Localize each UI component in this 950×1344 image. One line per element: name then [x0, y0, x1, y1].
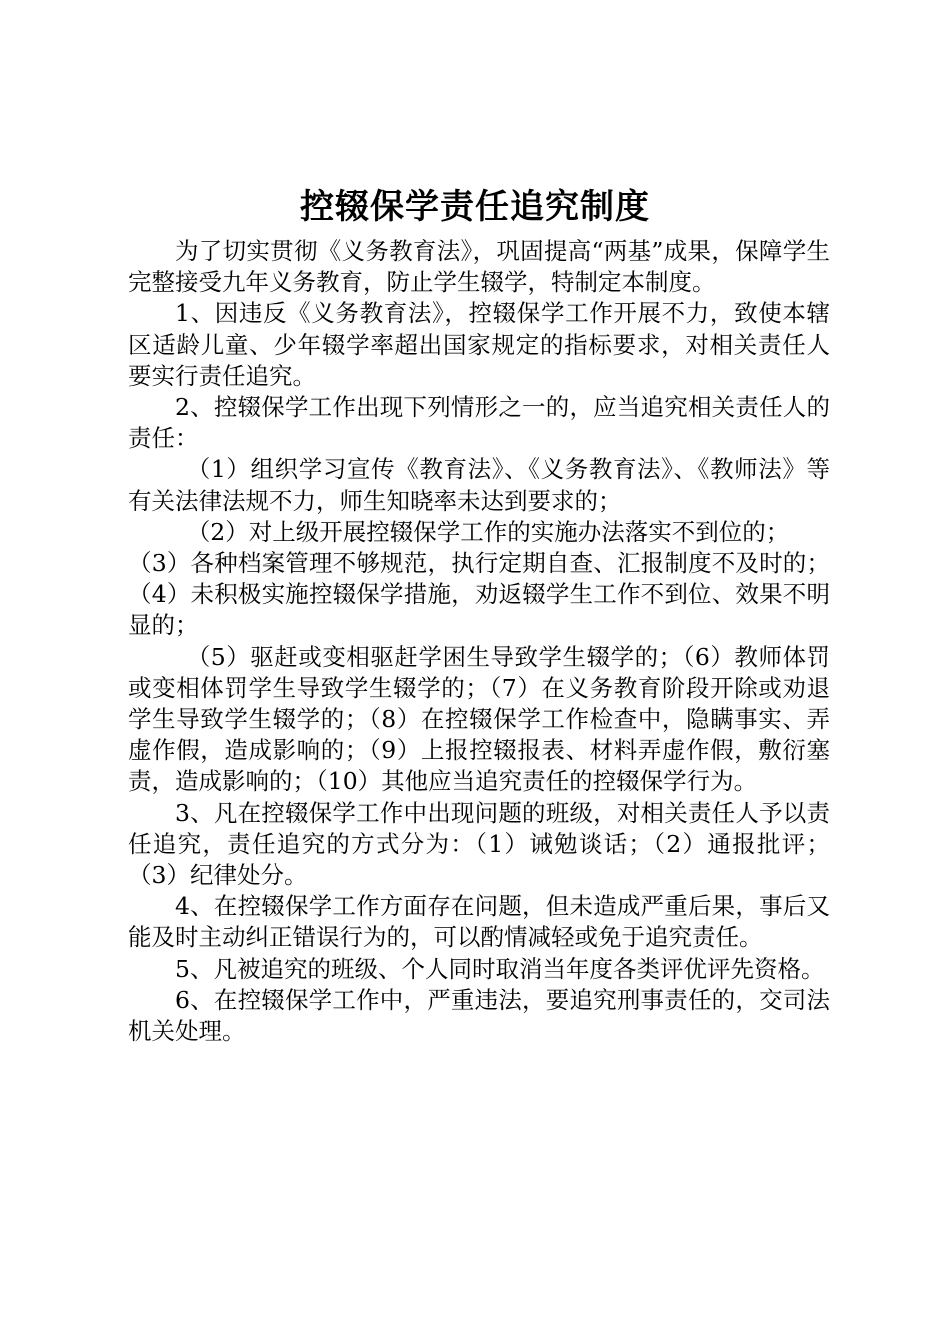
paragraph-item-4: 4、在控辍保学工作方面存在问题，但未造成严重后果，事后又能及时主动纠正错误行为的，可以酌情减轻或免于追究责任。	[128, 892, 830, 952]
paragraph-item-1: 1、因违反《义务教育法》，控辍保学工作开展不力，致使本辖区适龄儿童、少年辍学率超出国家规定的指标要求，对相关责任人要实行责任追究。	[128, 299, 830, 390]
document-body	[128, 236, 830, 1047]
paragraph-item-3: 3、凡在控辍保学工作中出现问题的班级，对相关责任人予以责任追究，责任追究的方式分为：（1）诫勉谈话；（2）通报批评；（3）纪律处分。	[128, 798, 830, 890]
paragraph-subitem-5-10: （5）驱赶或变相驱赶学困生导致学生辍学的；（6）教师体罚或变相体罚学生导致学生辍学的；（7）在义务教育阶段开除或劝退学生导致学生辍学的；（8）在控辍保学工作检查中，隐瞒事实、弄虚作假，造成影响的；（9）上报控辍报表、材料弄虚作假，敷衍塞责，造成影响的；（10）其他应当追究责任的控辍保学行为。	[128, 642, 830, 796]
paragraph-item-5: 5、凡被追究的班级、个人同时取消当年度各类评优评先资格。	[175, 954, 825, 983]
paragraph-subitem-1: （1）组织学习宣传《教育法》、《义务教育法》、《教师法》等有关法律法规不力，师生知晓率未达到要求的；	[128, 455, 830, 515]
document-title: 控辍保学责任追究制度	[300, 187, 650, 227]
paragraph-subitem-3-4: （3）各种档案管理不够规范，执行定期自查、汇报制度不及时的；（4）未积极实施控辍保学措施，劝返辍学生工作不到位、效果不明显的；	[128, 549, 830, 640]
paragraph-intro: 为了切实贯彻《义务教育法》，巩固提高“两基”成果，保障学生完整接受九年义务教育，防止学生辍学，特制定本制度。	[128, 237, 830, 297]
paragraph-item-2: 2、控辍保学工作出现下列情形之一的，应当追究相关责任人的责任：	[128, 393, 830, 453]
paragraph-subitem-2: （2）对上级开展控辍保学工作的实施办法落实不到位的；	[186, 517, 790, 546]
paragraph-item-6: 6、在控辍保学工作中，严重违法，要追究刑事责任的，交司法机关处理。	[128, 985, 830, 1046]
